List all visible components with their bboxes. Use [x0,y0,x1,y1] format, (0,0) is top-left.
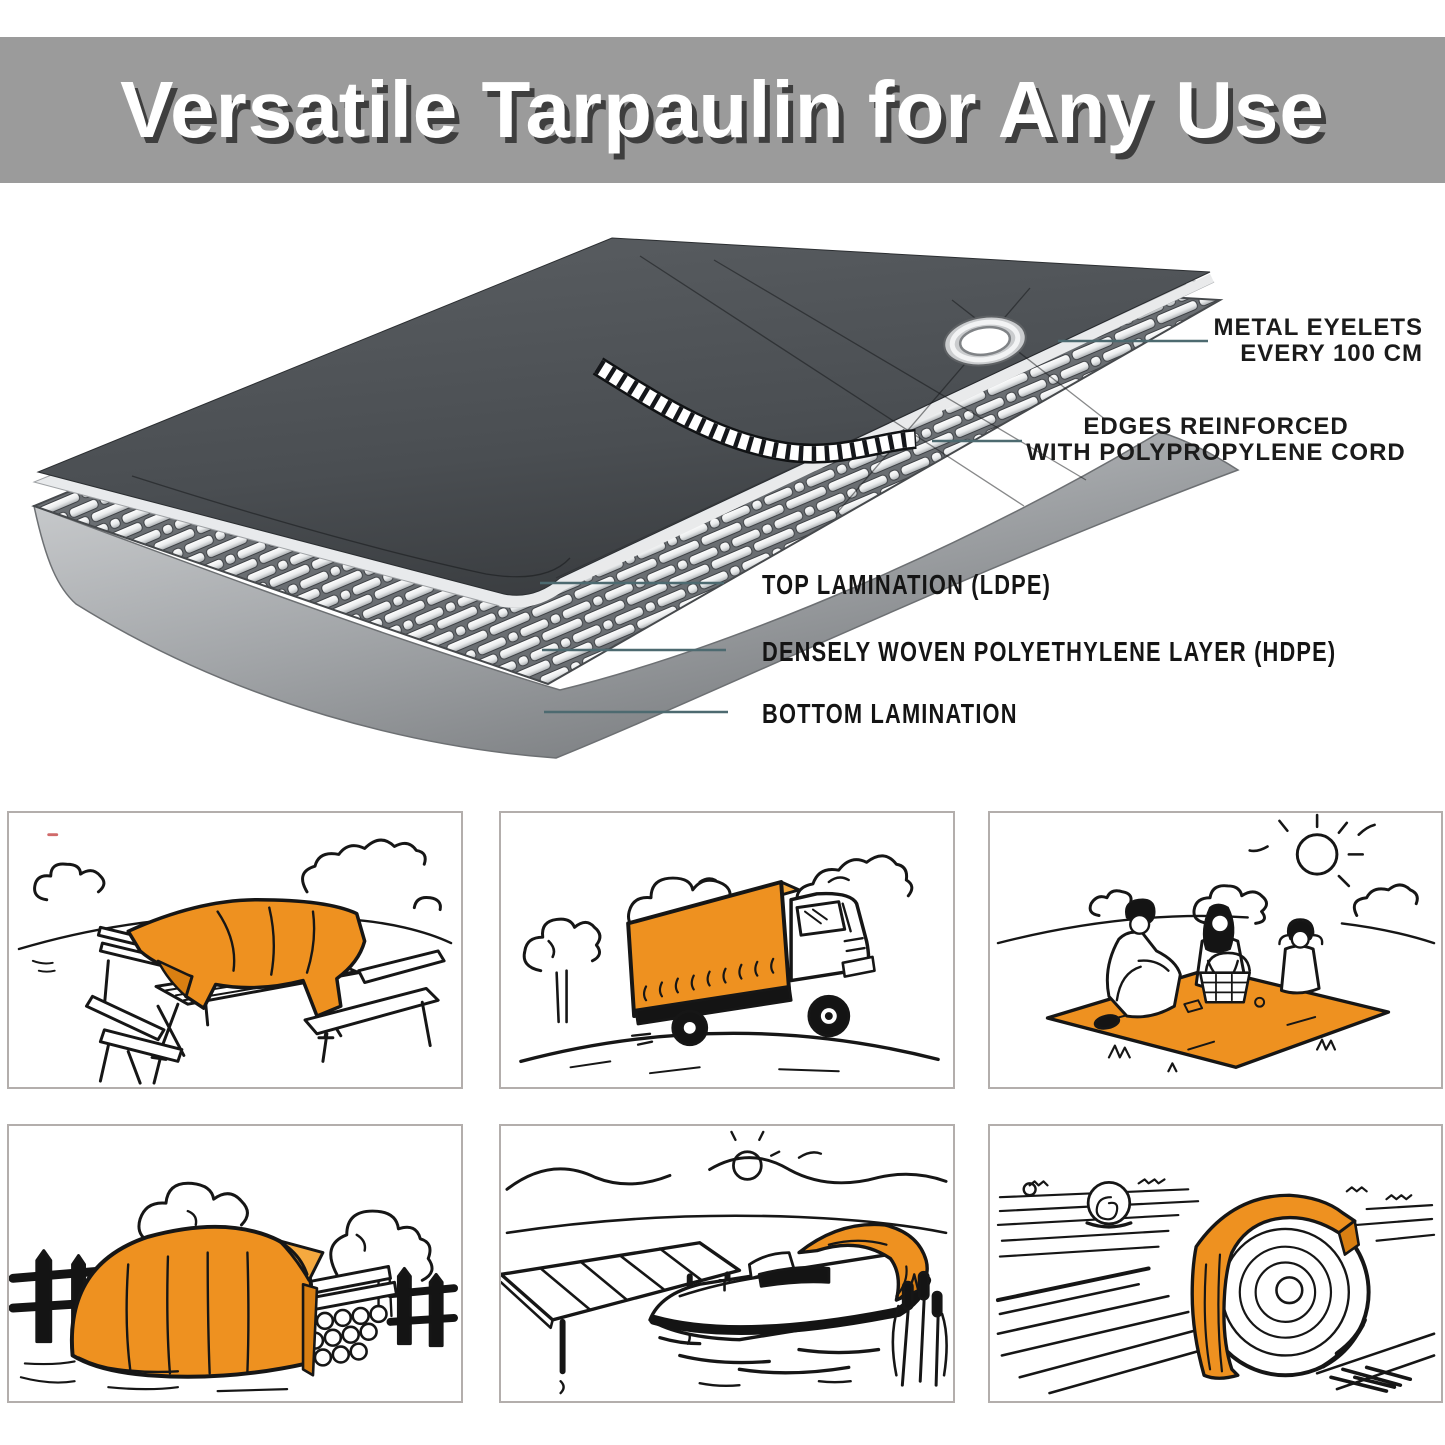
callout-woven-layer: DENSELY WOVEN POLYETHYLENE LAYER (HDPE) [762,636,1337,667]
callout-edges-line1: EDGES REINFORCED [1083,413,1349,440]
callout-edges-reinforced [1016,414,1416,466]
use-case-picnic-blanket [988,811,1443,1089]
callout-metal-eyelets [1214,315,1423,367]
picnic-illustration [990,813,1441,1087]
use-case-garden-furniture [7,811,463,1089]
page-title: Versatile Tarpaulin for Any Use [120,65,1325,154]
garden-furniture-illustration [9,813,461,1087]
callout-edges-line2: WITH POLYPROPYLENE CORD [1026,439,1406,466]
boat-illustration [501,1126,953,1401]
callout-bottom-lamination: BOTTOM LAMINATION [762,698,1018,729]
use-case-firewood [7,1124,463,1403]
callout-top-lamination: TOP LAMINATION (LDPE) [762,569,1052,600]
truck-illustration [501,813,953,1087]
callout-metal-eyelets-line1: METAL EYELETS [1213,314,1423,341]
use-case-truck-cargo [499,811,955,1089]
use-case-hay-bale [988,1124,1443,1403]
hay-bale-illustration [990,1126,1441,1401]
use-case-boat [499,1124,955,1403]
callout-metal-eyelets-line2: EVERY 100 CM [1240,340,1423,367]
firewood-illustration [9,1126,461,1401]
